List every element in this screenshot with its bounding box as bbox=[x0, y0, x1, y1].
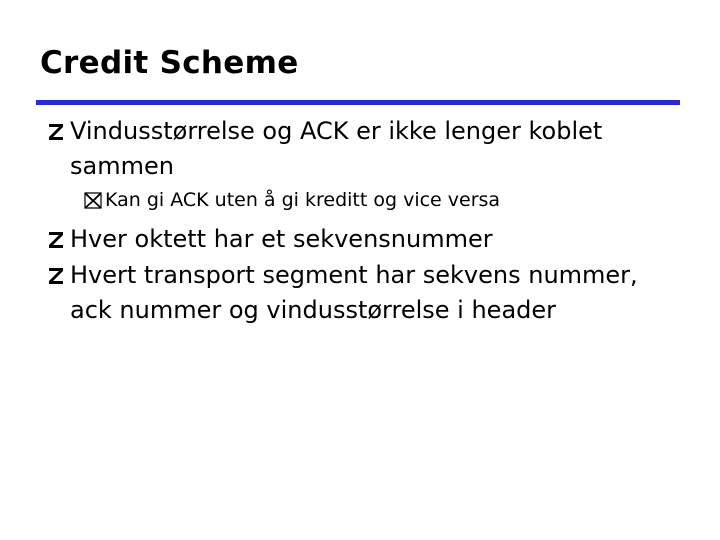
z-bullet-icon bbox=[46, 229, 66, 251]
bullet-2-line-1: Hver oktett har et sekvensnummer bbox=[70, 225, 493, 253]
bullet-3-line-1: Hvert transport segment har sekvens nummer, bbox=[70, 261, 638, 289]
title-underline bbox=[36, 100, 680, 105]
bullet-1-line-1: Vindusstørrelse og ACK er ikke lenger koblet bbox=[70, 117, 603, 145]
y-bullet-icon bbox=[84, 192, 102, 209]
bullet-3-line-2: ack nummer og vindusstørrelse i header bbox=[70, 296, 557, 324]
z-bullet-icon bbox=[46, 265, 66, 287]
z-bullet-icon bbox=[46, 121, 66, 143]
sub-bullet-1-text: Kan gi ACK uten å gi kreditt og vice versa bbox=[105, 189, 501, 211]
slide-title: Credit Scheme bbox=[40, 45, 299, 81]
bullet-1-line-2: sammen bbox=[70, 152, 174, 180]
